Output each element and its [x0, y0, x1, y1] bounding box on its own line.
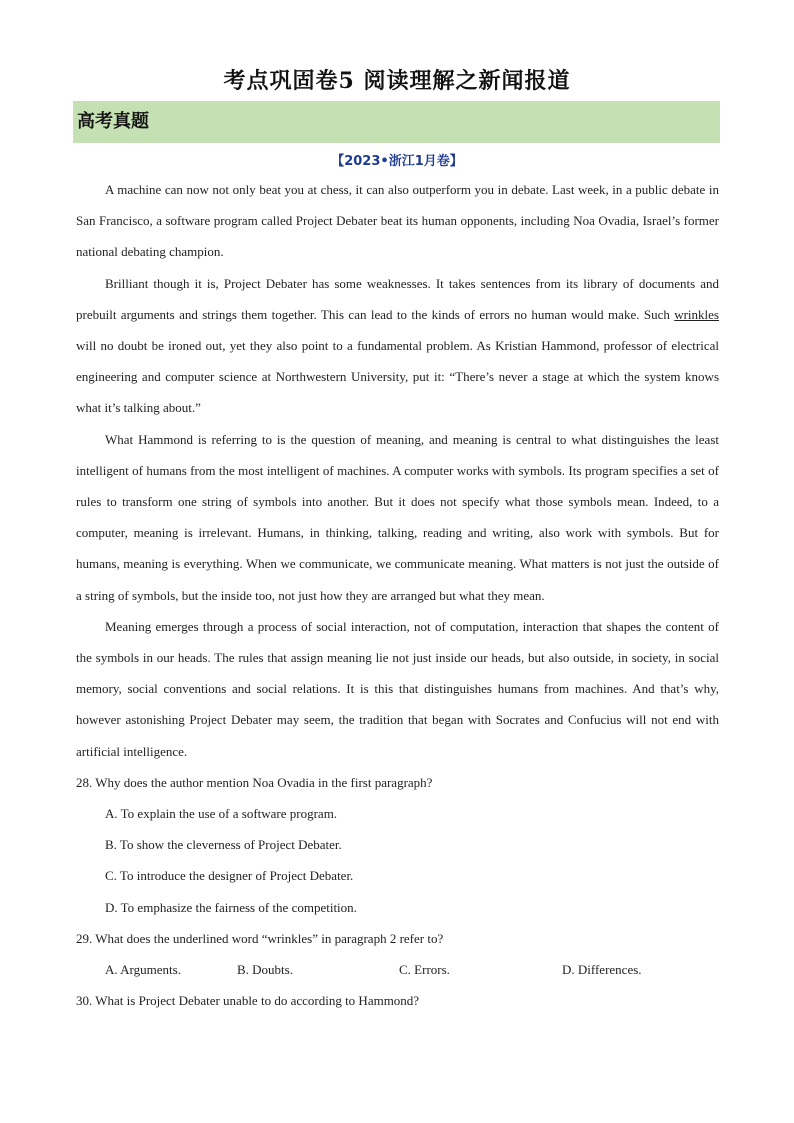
question-30-stem: 30. What is Project Debater unable to do according to Hammond? [76, 993, 420, 1009]
paragraph-2-text-start: Brilliant though it is, Project Debater has some weaknesses. It takes sentences from its library of documents and prebuilt arguments and strings them together. This can lead to the kinds of errors no human would make. Such [76, 275, 719, 322]
question-29-option-b: B. Doubts. [237, 962, 293, 978]
question-28-option-c: C. To introduce the designer of Project Debater. [105, 868, 354, 884]
question-29-stem: 29. What does the underlined word “wrinkles” in paragraph 2 refer to? [76, 930, 444, 946]
underlined-word: wrinkles [674, 306, 719, 322]
exam-source-label: 【2023•浙江1月卷】 [331, 154, 463, 169]
section-header-label: 高考真题 [77, 111, 149, 132]
question-28-option-d: D. To emphasize the fairness of the competition. [105, 899, 357, 915]
question-29-options [76, 954, 719, 985]
section-header [73, 101, 720, 143]
passage-paragraph-1: A machine can now not only beat you at chess, it can also outperform you in debate. Last week, in a public debate in San Francisco, a software program called Project Debater beat its human opponents, including Noa Ovadia, Israel’s former national debating champion. [76, 182, 719, 260]
passage-paragraph-2 [76, 268, 719, 424]
paragraph-2-text-end: will no doubt be ironed out, yet they also point to a fundamental problem. As Kristian Hammond, professor of electrical engineering and computer science at Northwestern University, put it: “There’s never a stage at which the system knows what it’s talking about.” [76, 338, 719, 416]
passage-paragraph-4: Meaning emerges through a process of social interaction, not of computation, interaction that shapes the content of the symbols in our heads. The rules that assign meaning lie not just inside our heads, but also outside, in society, in social memory, social conventions and social relations. It is this that distinguishes humans from machines. And that’s why, however astonishing Project Debater may seem, the tradition that began with Socrates and Confucius will not end with artificial intelligence. [76, 618, 719, 759]
question-29-option-d: D. Differences. [562, 962, 642, 978]
question-28-option-b: B. To show the cleverness of Project Debater. [105, 837, 342, 853]
page-title: 考点巩固卷5 阅读理解之新闻报道 [223, 68, 571, 94]
question-29-option-a: A. Arguments. [105, 962, 181, 978]
passage-paragraph-3: What Hammond is referring to is the question of meaning, and meaning is central to what distinguishes the least intelligent of humans from the most intelligent of machines. A computer works with symbols. Its program specifies a set of rules to transform one string of symbols into another. But it does not specify what those symbols mean. Indeed, to a computer, meaning is irrelevant. Humans, in thinking, talking, reading and writing, also work with symbols. But for humans, meaning is everything. When we communicate, we communicate meaning. What matters is not just the outside of a string of symbols, but the inside too, not just how they are arranged but what they mean. [76, 431, 719, 603]
question-29-option-c: C. Errors. [399, 962, 450, 978]
question-28-option-a: A. To explain the use of a software program. [105, 806, 338, 822]
reading-passage [76, 174, 719, 1016]
question-28-stem: 28. Why does the author mention Noa Ovadia in the first paragraph? [76, 774, 433, 790]
